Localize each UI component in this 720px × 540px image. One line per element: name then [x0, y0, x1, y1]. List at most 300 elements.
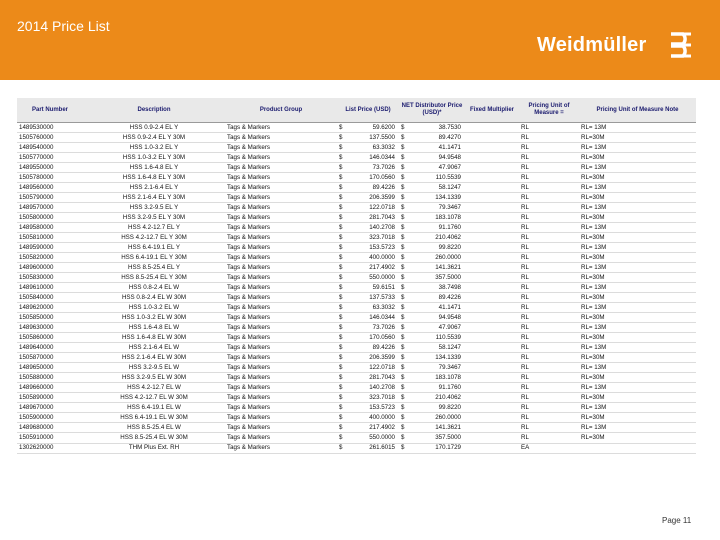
- table-row: [17, 323, 696, 333]
- cell-net-currency: $: [399, 373, 421, 383]
- table-row: [17, 123, 696, 133]
- cell-list-price: 73.7026: [359, 323, 399, 333]
- cell-pricing-unit: RL: [519, 363, 579, 373]
- cell-list-currency: $: [337, 193, 359, 203]
- cell-list-currency: $: [337, 433, 359, 443]
- cell-pricing-unit: RL: [519, 233, 579, 243]
- cell-description: HSS 2.1-6.4 EL W 30M: [83, 353, 225, 363]
- cell-net-price: 89.4270: [421, 133, 465, 143]
- table-header-row: [17, 98, 696, 123]
- cell-pricing-unit: RL: [519, 423, 579, 433]
- cell-pricing-unit-note: RL=30M: [579, 333, 696, 343]
- table-row: [17, 243, 696, 253]
- cell-part-number: 1505840000: [17, 293, 83, 303]
- cell-pricing-unit-note: RL=30M: [579, 413, 696, 423]
- cell-net-price: 141.3621: [421, 423, 465, 433]
- cell-fixed-multiplier: [465, 343, 519, 353]
- cell-list-currency: $: [337, 213, 359, 223]
- cell-fixed-multiplier: [465, 173, 519, 183]
- cell-part-number: 1505850000: [17, 313, 83, 323]
- cell-net-currency: $: [399, 183, 421, 193]
- cell-list-currency: $: [337, 403, 359, 413]
- cell-part-number: 1505900000: [17, 413, 83, 423]
- cell-part-number: 1505880000: [17, 373, 83, 383]
- cell-net-currency: $: [399, 333, 421, 343]
- cell-pricing-unit: RL: [519, 173, 579, 183]
- cell-part-number: 1489530000: [17, 123, 83, 133]
- cell-product-group: Tags & Markers: [225, 153, 337, 163]
- cell-net-currency: $: [399, 313, 421, 323]
- cell-net-price: 210.4062: [421, 393, 465, 403]
- cell-fixed-multiplier: [465, 203, 519, 213]
- table-row: [17, 283, 696, 293]
- cell-net-currency: $: [399, 163, 421, 173]
- col-header-pricing-unit: Pricing Unit of Measure =: [519, 98, 579, 123]
- cell-description: HSS 0.8-2.4 EL W 30M: [83, 293, 225, 303]
- col-header-net-price: NET Distributor Price (USD)*: [399, 98, 465, 123]
- cell-part-number: 1505860000: [17, 333, 83, 343]
- cell-pricing-unit: RL: [519, 263, 579, 273]
- cell-fixed-multiplier: [465, 213, 519, 223]
- cell-description: HSS 4.2-12.7 EL Y 30M: [83, 233, 225, 243]
- table-row: [17, 163, 696, 173]
- table-row: [17, 223, 696, 233]
- cell-description: HSS 4.2-12.7 EL W: [83, 383, 225, 393]
- cell-pricing-unit-note: RL=30M: [579, 373, 696, 383]
- cell-pricing-unit-note: RL=30M: [579, 253, 696, 263]
- table-row: [17, 333, 696, 343]
- cell-list-currency: $: [337, 413, 359, 423]
- cell-fixed-multiplier: [465, 123, 519, 133]
- weidmuller-logo-icon: [668, 30, 694, 60]
- cell-description: HSS 6.4-19.1 EL W 30M: [83, 413, 225, 423]
- table-row: [17, 173, 696, 183]
- cell-fixed-multiplier: [465, 393, 519, 403]
- cell-part-number: 1505910000: [17, 433, 83, 443]
- table-row: [17, 193, 696, 203]
- cell-net-currency: $: [399, 433, 421, 443]
- table-row: [17, 183, 696, 193]
- cell-list-price: 550.0000: [359, 273, 399, 283]
- cell-pricing-unit: RL: [519, 203, 579, 213]
- cell-product-group: Tags & Markers: [225, 363, 337, 373]
- cell-product-group: Tags & Markers: [225, 283, 337, 293]
- cell-description: HSS 0.8-2.4 EL W: [83, 283, 225, 293]
- cell-description: HSS 8.5-25.4 EL W 30M: [83, 433, 225, 443]
- cell-product-group: Tags & Markers: [225, 203, 337, 213]
- cell-product-group: Tags & Markers: [225, 393, 337, 403]
- cell-description: HSS 0.9-2.4 EL Y: [83, 123, 225, 133]
- cell-list-price: 122.0718: [359, 203, 399, 213]
- table-row: [17, 233, 696, 243]
- cell-pricing-unit-note: RL=30M: [579, 153, 696, 163]
- cell-pricing-unit: RL: [519, 143, 579, 153]
- cell-list-currency: $: [337, 353, 359, 363]
- cell-pricing-unit-note: RL=30M: [579, 433, 696, 443]
- cell-description: HSS 4.2-12.7 EL Y: [83, 223, 225, 233]
- cell-part-number: 1489640000: [17, 343, 83, 353]
- cell-net-currency: $: [399, 273, 421, 283]
- cell-description: HSS 1.6-4.8 EL W: [83, 323, 225, 333]
- cell-net-currency: $: [399, 383, 421, 393]
- cell-part-number: 1302620000: [17, 443, 83, 453]
- cell-net-price: 134.1339: [421, 353, 465, 363]
- cell-product-group: Tags & Markers: [225, 443, 337, 453]
- cell-list-price: 63.3032: [359, 303, 399, 313]
- cell-description: HSS 4.2-12.7 EL W 30M: [83, 393, 225, 403]
- cell-pricing-unit: RL: [519, 153, 579, 163]
- cell-description: HSS 1.0-3.2 EL Y: [83, 143, 225, 153]
- cell-fixed-multiplier: [465, 193, 519, 203]
- cell-fixed-multiplier: [465, 233, 519, 243]
- cell-list-price: 153.5723: [359, 403, 399, 413]
- cell-pricing-unit-note: RL= 13M: [579, 123, 696, 133]
- cell-net-price: 183.1078: [421, 373, 465, 383]
- cell-list-currency: $: [337, 343, 359, 353]
- col-header-description: Description: [83, 98, 225, 123]
- cell-pricing-unit: RL: [519, 343, 579, 353]
- cell-list-price: 63.3032: [359, 143, 399, 153]
- cell-description: HSS 1.6-4.8 EL Y 30M: [83, 173, 225, 183]
- cell-pricing-unit: RL: [519, 133, 579, 143]
- cell-list-currency: $: [337, 123, 359, 133]
- cell-description: HSS 6.4-19.1 EL Y 30M: [83, 253, 225, 263]
- cell-fixed-multiplier: [465, 423, 519, 433]
- col-header-fixed-multiplier: Fixed Multiplier: [465, 98, 519, 123]
- cell-list-currency: $: [337, 223, 359, 233]
- cell-net-currency: $: [399, 393, 421, 403]
- cell-description: HSS 2.1-6.4 EL Y: [83, 183, 225, 193]
- cell-net-price: 110.5539: [421, 333, 465, 343]
- cell-pricing-unit: RL: [519, 253, 579, 263]
- cell-fixed-multiplier: [465, 263, 519, 273]
- cell-fixed-multiplier: [465, 313, 519, 323]
- cell-pricing-unit: EA: [519, 443, 579, 453]
- page-number: Page 11: [662, 516, 692, 525]
- brand-logo: Weidmüller: [537, 34, 647, 56]
- cell-net-currency: $: [399, 193, 421, 203]
- cell-pricing-unit-note: RL=30M: [579, 293, 696, 303]
- cell-net-currency: $: [399, 243, 421, 253]
- cell-list-price: 217.4902: [359, 423, 399, 433]
- cell-pricing-unit: RL: [519, 243, 579, 253]
- cell-description: THM Plus Ext. RH: [83, 443, 225, 453]
- cell-list-price: 146.0344: [359, 313, 399, 323]
- cell-net-currency: $: [399, 143, 421, 153]
- cell-pricing-unit-note: RL= 13M: [579, 203, 696, 213]
- cell-pricing-unit-note: RL=30M: [579, 173, 696, 183]
- cell-net-price: 134.1339: [421, 193, 465, 203]
- cell-pricing-unit-note: RL= 13M: [579, 283, 696, 293]
- cell-list-currency: $: [337, 313, 359, 323]
- cell-net-price: 41.1471: [421, 303, 465, 313]
- cell-list-price: 217.4902: [359, 263, 399, 273]
- cell-part-number: 1489630000: [17, 323, 83, 333]
- cell-list-price: 59.6200: [359, 123, 399, 133]
- cell-product-group: Tags & Markers: [225, 123, 337, 133]
- cell-pricing-unit: RL: [519, 223, 579, 233]
- table-row: [17, 273, 696, 283]
- cell-net-price: 79.3467: [421, 203, 465, 213]
- table-row: [17, 263, 696, 273]
- cell-list-price: 73.7026: [359, 163, 399, 173]
- cell-net-price: 91.1760: [421, 223, 465, 233]
- cell-pricing-unit: RL: [519, 383, 579, 393]
- cell-net-currency: $: [399, 173, 421, 183]
- cell-part-number: 1489610000: [17, 283, 83, 293]
- cell-list-price: 170.0560: [359, 173, 399, 183]
- cell-list-price: 59.6151: [359, 283, 399, 293]
- cell-product-group: Tags & Markers: [225, 333, 337, 343]
- cell-net-currency: $: [399, 403, 421, 413]
- cell-product-group: Tags & Markers: [225, 273, 337, 283]
- cell-part-number: 1489550000: [17, 163, 83, 173]
- table-row: [17, 143, 696, 153]
- cell-fixed-multiplier: [465, 283, 519, 293]
- cell-list-price: 89.4226: [359, 343, 399, 353]
- cell-product-group: Tags & Markers: [225, 223, 337, 233]
- cell-list-price: 323.7018: [359, 393, 399, 403]
- cell-description: HSS 6.4-19.1 EL Y: [83, 243, 225, 253]
- cell-pricing-unit-note: RL= 13M: [579, 223, 696, 233]
- cell-pricing-unit-note: [579, 443, 696, 453]
- cell-fixed-multiplier: [465, 323, 519, 333]
- cell-list-price: 281.7043: [359, 213, 399, 223]
- cell-product-group: Tags & Markers: [225, 313, 337, 323]
- cell-list-currency: $: [337, 393, 359, 403]
- cell-part-number: 1505870000: [17, 353, 83, 363]
- cell-description: HSS 2.1-6.4 EL Y 30M: [83, 193, 225, 203]
- cell-product-group: Tags & Markers: [225, 253, 337, 263]
- cell-part-number: 1505810000: [17, 233, 83, 243]
- cell-product-group: Tags & Markers: [225, 433, 337, 443]
- cell-pricing-unit-note: RL=30M: [579, 193, 696, 203]
- cell-list-currency: $: [337, 133, 359, 143]
- cell-product-group: Tags & Markers: [225, 193, 337, 203]
- cell-pricing-unit: RL: [519, 163, 579, 173]
- cell-fixed-multiplier: [465, 153, 519, 163]
- table-row: [17, 343, 696, 353]
- cell-part-number: 1489670000: [17, 403, 83, 413]
- cell-list-price: 170.0560: [359, 333, 399, 343]
- cell-product-group: Tags & Markers: [225, 293, 337, 303]
- cell-product-group: Tags & Markers: [225, 133, 337, 143]
- cell-pricing-unit-note: RL=30M: [579, 393, 696, 403]
- cell-part-number: 1489650000: [17, 363, 83, 373]
- cell-net-price: 79.3467: [421, 363, 465, 373]
- cell-part-number: 1505780000: [17, 173, 83, 183]
- table-row: [17, 433, 696, 443]
- cell-fixed-multiplier: [465, 143, 519, 153]
- cell-part-number: 1489570000: [17, 203, 83, 213]
- cell-description: HSS 1.0-3.2 EL W: [83, 303, 225, 313]
- cell-list-currency: $: [337, 163, 359, 173]
- cell-part-number: 1489600000: [17, 263, 83, 273]
- cell-list-price: 146.0344: [359, 153, 399, 163]
- cell-pricing-unit-note: RL=30M: [579, 213, 696, 223]
- cell-net-currency: $: [399, 133, 421, 143]
- cell-list-currency: $: [337, 383, 359, 393]
- cell-net-price: 260.0000: [421, 413, 465, 423]
- cell-fixed-multiplier: [465, 353, 519, 363]
- cell-net-price: 38.7530: [421, 123, 465, 133]
- cell-net-price: 58.1247: [421, 343, 465, 353]
- cell-list-price: 140.2708: [359, 383, 399, 393]
- table-row: [17, 403, 696, 413]
- cell-pricing-unit-note: RL= 13M: [579, 163, 696, 173]
- cell-description: HSS 1.6-4.8 EL W 30M: [83, 333, 225, 343]
- cell-part-number: 1489580000: [17, 223, 83, 233]
- cell-list-currency: $: [337, 423, 359, 433]
- cell-pricing-unit-note: RL=30M: [579, 133, 696, 143]
- cell-part-number: 1505800000: [17, 213, 83, 223]
- cell-list-price: 140.2708: [359, 223, 399, 233]
- cell-description: HSS 3.2-9.5 EL Y 30M: [83, 213, 225, 223]
- cell-part-number: 1489590000: [17, 243, 83, 253]
- cell-list-currency: $: [337, 273, 359, 283]
- cell-list-price: 400.0000: [359, 413, 399, 423]
- cell-fixed-multiplier: [465, 363, 519, 373]
- table-row: [17, 393, 696, 403]
- cell-net-price: 94.9548: [421, 313, 465, 323]
- cell-net-currency: $: [399, 323, 421, 333]
- cell-part-number: 1505890000: [17, 393, 83, 403]
- col-header-part-number: Part Number: [17, 98, 83, 123]
- cell-net-currency: $: [399, 203, 421, 213]
- cell-net-currency: $: [399, 293, 421, 303]
- cell-pricing-unit: RL: [519, 293, 579, 303]
- cell-net-currency: $: [399, 223, 421, 233]
- cell-net-currency: $: [399, 233, 421, 243]
- cell-pricing-unit-note: RL= 13M: [579, 323, 696, 333]
- cell-pricing-unit: RL: [519, 303, 579, 313]
- cell-list-price: 206.3599: [359, 193, 399, 203]
- cell-description: HSS 3.2-9.5 EL W 30M: [83, 373, 225, 383]
- cell-product-group: Tags & Markers: [225, 173, 337, 183]
- cell-pricing-unit-note: RL=30M: [579, 233, 696, 243]
- cell-fixed-multiplier: [465, 163, 519, 173]
- cell-pricing-unit: RL: [519, 323, 579, 333]
- cell-pricing-unit: RL: [519, 433, 579, 443]
- cell-product-group: Tags & Markers: [225, 373, 337, 383]
- cell-product-group: Tags & Markers: [225, 343, 337, 353]
- price-table-container: [17, 98, 696, 454]
- cell-fixed-multiplier: [465, 383, 519, 393]
- cell-product-group: Tags & Markers: [225, 243, 337, 253]
- table-row: [17, 213, 696, 223]
- cell-net-price: 47.9067: [421, 163, 465, 173]
- cell-net-price: 99.8220: [421, 403, 465, 413]
- cell-list-currency: $: [337, 323, 359, 333]
- cell-net-price: 94.9548: [421, 153, 465, 163]
- cell-fixed-multiplier: [465, 293, 519, 303]
- cell-net-price: 260.0000: [421, 253, 465, 263]
- cell-product-group: Tags & Markers: [225, 403, 337, 413]
- cell-pricing-unit-note: RL= 13M: [579, 243, 696, 253]
- col-header-list-price: List Price (USD): [337, 98, 399, 123]
- cell-pricing-unit-note: RL= 13M: [579, 183, 696, 193]
- cell-pricing-unit-note: RL= 13M: [579, 303, 696, 313]
- cell-net-currency: $: [399, 213, 421, 223]
- cell-pricing-unit: RL: [519, 283, 579, 293]
- cell-list-price: 137.5500: [359, 133, 399, 143]
- cell-pricing-unit-note: RL=30M: [579, 273, 696, 283]
- cell-pricing-unit: RL: [519, 403, 579, 413]
- cell-description: HSS 6.4-19.1 EL W: [83, 403, 225, 413]
- cell-pricing-unit-note: RL= 13M: [579, 403, 696, 413]
- cell-pricing-unit-note: RL=30M: [579, 313, 696, 323]
- cell-product-group: Tags & Markers: [225, 353, 337, 363]
- cell-fixed-multiplier: [465, 403, 519, 413]
- cell-list-price: 122.0718: [359, 363, 399, 373]
- cell-fixed-multiplier: [465, 303, 519, 313]
- cell-product-group: Tags & Markers: [225, 163, 337, 173]
- cell-pricing-unit: RL: [519, 393, 579, 403]
- cell-product-group: Tags & Markers: [225, 383, 337, 393]
- cell-list-currency: $: [337, 263, 359, 273]
- cell-fixed-multiplier: [465, 433, 519, 443]
- cell-description: HSS 1.0-3.2 EL Y 30M: [83, 153, 225, 163]
- cell-net-currency: $: [399, 443, 421, 453]
- cell-net-currency: $: [399, 363, 421, 373]
- cell-description: HSS 3.2-9.5 EL W: [83, 363, 225, 373]
- cell-list-currency: $: [337, 183, 359, 193]
- cell-pricing-unit: RL: [519, 273, 579, 283]
- cell-pricing-unit-note: RL= 13M: [579, 343, 696, 353]
- cell-description: HSS 2.1-6.4 EL W: [83, 343, 225, 353]
- cell-product-group: Tags & Markers: [225, 303, 337, 313]
- cell-part-number: 1505830000: [17, 273, 83, 283]
- cell-part-number: 1505820000: [17, 253, 83, 263]
- cell-net-currency: $: [399, 343, 421, 353]
- table-row: [17, 303, 696, 313]
- cell-description: HSS 0.9-2.4 EL Y 30M: [83, 133, 225, 143]
- cell-pricing-unit: RL: [519, 353, 579, 363]
- cell-pricing-unit-note: RL= 13M: [579, 423, 696, 433]
- cell-list-price: 206.3599: [359, 353, 399, 363]
- cell-list-currency: $: [337, 253, 359, 263]
- table-row: [17, 373, 696, 383]
- cell-net-price: 170.1729: [421, 443, 465, 453]
- cell-list-price: 281.7043: [359, 373, 399, 383]
- cell-pricing-unit: RL: [519, 413, 579, 423]
- table-row: [17, 253, 696, 263]
- cell-pricing-unit: RL: [519, 333, 579, 343]
- cell-list-currency: $: [337, 443, 359, 453]
- cell-fixed-multiplier: [465, 333, 519, 343]
- cell-list-price: 137.5733: [359, 293, 399, 303]
- cell-part-number: 1489540000: [17, 143, 83, 153]
- table-row: [17, 423, 696, 433]
- table-row: [17, 153, 696, 163]
- cell-fixed-multiplier: [465, 273, 519, 283]
- cell-net-price: 47.9067: [421, 323, 465, 333]
- cell-product-group: Tags & Markers: [225, 183, 337, 193]
- cell-part-number: 1489560000: [17, 183, 83, 193]
- table-row: [17, 293, 696, 303]
- table-row: [17, 203, 696, 213]
- cell-description: HSS 3.2-9.5 EL Y: [83, 203, 225, 213]
- cell-pricing-unit: RL: [519, 313, 579, 323]
- cell-product-group: Tags & Markers: [225, 233, 337, 243]
- cell-net-currency: $: [399, 253, 421, 263]
- cell-part-number: 1489680000: [17, 423, 83, 433]
- cell-list-price: 153.5723: [359, 243, 399, 253]
- cell-net-currency: $: [399, 413, 421, 423]
- cell-description: HSS 8.5-25.4 EL W: [83, 423, 225, 433]
- col-header-product-group: Product Group: [225, 98, 337, 123]
- cell-pricing-unit-note: RL= 13M: [579, 363, 696, 373]
